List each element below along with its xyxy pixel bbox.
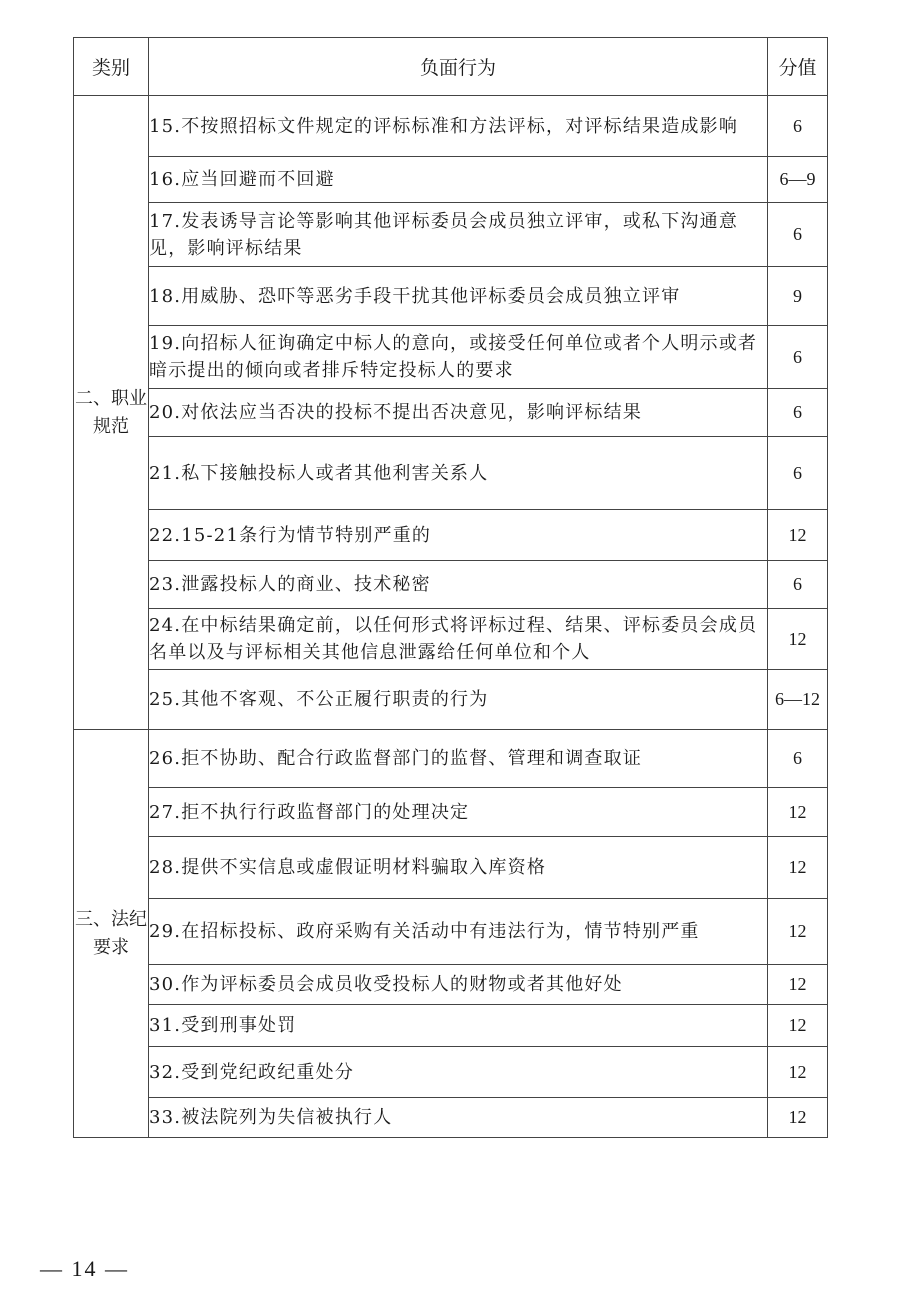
behavior-cell: 26.拒不协助、配合行政监督部门的监督、管理和调查取证 [149, 730, 768, 788]
header-behavior: 负面行为 [149, 38, 768, 96]
table-row [74, 203, 828, 267]
behavior-cell: 33.被法院列为失信被执行人 [149, 1098, 768, 1138]
table-row [74, 788, 828, 837]
table-row [74, 837, 828, 899]
table-header-row [74, 38, 828, 96]
table-row [74, 510, 828, 561]
score-cell: 12 [768, 510, 828, 561]
behavior-cell: 22.15-21条行为情节特别严重的 [149, 510, 768, 561]
table-row [74, 1005, 828, 1047]
table-row [74, 96, 828, 157]
score-cell: 6 [768, 730, 828, 788]
table-row [74, 730, 828, 788]
table-row [74, 389, 828, 437]
table-row [74, 437, 828, 510]
behavior-cell: 28.提供不实信息或虚假证明材料骗取入库资格 [149, 837, 768, 899]
table-row [74, 899, 828, 965]
table-row [74, 670, 828, 730]
behavior-cell: 15.不按照招标文件规定的评标标准和方法评标，对评标结果造成影响 [149, 96, 768, 157]
score-cell: 6 [768, 203, 828, 267]
score-cell: 6 [768, 96, 828, 157]
score-cell: 6—12 [768, 670, 828, 730]
header-score: 分值 [768, 38, 828, 96]
table-row [74, 965, 828, 1005]
score-cell: 12 [768, 899, 828, 965]
table-row [74, 267, 828, 326]
behavior-cell: 17.发表诱导言论等影响其他评标委员会成员独立评审，或私下沟通意见，影响评标结果 [149, 203, 768, 267]
score-cell: 12 [768, 965, 828, 1005]
table-row [74, 326, 828, 389]
behavior-cell: 23.泄露投标人的商业、技术秘密 [149, 561, 768, 609]
score-cell: 6 [768, 437, 828, 510]
behavior-cell: 21.私下接触投标人或者其他利害关系人 [149, 437, 768, 510]
score-cell: 6 [768, 326, 828, 389]
table-row [74, 1098, 828, 1138]
behavior-cell: 29.在招标投标、政府采购有关活动中有违法行为，情节特别严重 [149, 899, 768, 965]
behavior-cell: 32.受到党纪政纪重处分 [149, 1047, 768, 1098]
score-cell: 12 [768, 1005, 828, 1047]
behavior-cell: 27.拒不执行行政监督部门的处理决定 [149, 788, 768, 837]
table-row [74, 561, 828, 609]
category-legal-requirements: 三、法纪要求 [74, 730, 149, 1138]
score-cell: 12 [768, 837, 828, 899]
behavior-cell: 24.在中标结果确定前，以任何形式将评标过程、结果、评标委员会成员名单以及与评标相关其他信息泄露给任何单位和个人 [149, 609, 768, 670]
behavior-cell: 25.其他不客观、不公正履行职责的行为 [149, 670, 768, 730]
behavior-cell: 19.向招标人征询确定中标人的意向，或接受任何单位或者个人明示或者暗示提出的倾向或者排斥特定投标人的要求 [149, 326, 768, 389]
score-cell: 6 [768, 561, 828, 609]
score-cell: 12 [768, 1047, 828, 1098]
score-cell: 6—9 [768, 157, 828, 203]
table-row [74, 609, 828, 670]
behavior-cell: 18.用威胁、恐吓等恶劣手段干扰其他评标委员会成员独立评审 [149, 267, 768, 326]
table-row [74, 1047, 828, 1098]
score-cell: 12 [768, 609, 828, 670]
behavior-cell: 20.对依法应当否决的投标不提出否决意见，影响评标结果 [149, 389, 768, 437]
header-category: 类别 [74, 38, 149, 96]
score-cell: 12 [768, 1098, 828, 1138]
category-professional-conduct: 二、职业规范 [74, 96, 149, 730]
behavior-cell: 16.应当回避而不回避 [149, 157, 768, 203]
behavior-cell: 30.作为评标委员会成员收受投标人的财物或者其他好处 [149, 965, 768, 1005]
negative-behavior-table [73, 37, 828, 1138]
score-cell: 9 [768, 267, 828, 326]
score-cell: 12 [768, 788, 828, 837]
behavior-cell: 31.受到刑事处罚 [149, 1005, 768, 1047]
score-cell: 6 [768, 389, 828, 437]
table-row [74, 157, 828, 203]
page-number: — 14 — [40, 1256, 129, 1281]
